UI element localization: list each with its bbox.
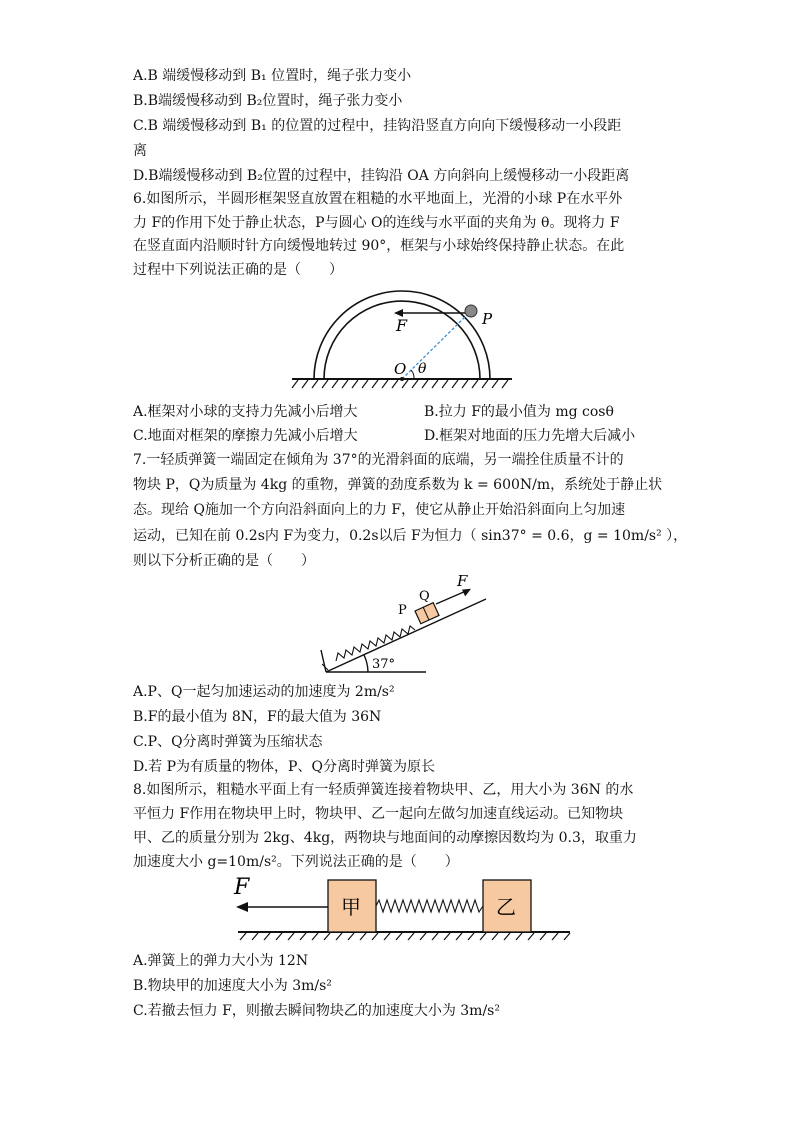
spring xyxy=(336,626,415,661)
q7-figure xyxy=(318,574,498,674)
q8-stem-line-4: 加速度大小 g=10m/s²。下列说法正确的是（ ） xyxy=(133,854,459,870)
q6-stem-line-4: 过程中下列说法正确的是（ ） xyxy=(133,262,343,278)
q7-stem-line-5: 则以下分析正确的是（ ） xyxy=(133,553,315,569)
q8-stem-line-3: 甲、乙的质量分别为 2kg、4kg，两物块与地面间的动摩擦因数均为 0.3，取重力 xyxy=(133,830,637,846)
spring xyxy=(376,900,483,912)
force-label: F xyxy=(396,316,408,335)
force-arrow xyxy=(436,589,471,604)
angle-label: 37° xyxy=(372,657,396,672)
force-label: F xyxy=(457,574,468,590)
center-label: O xyxy=(394,360,407,378)
q5-option-c-cont: 离 xyxy=(133,143,147,159)
q8-stem-line-1: 8.如图所示，粗糙水平面上有一轻质弹簧连接着物块甲、乙，用大小为 36N 的水 xyxy=(133,782,634,798)
block-yi-label: 乙 xyxy=(496,895,516,919)
q6-stem-line-2: 力 F的作用下处于静止状态，P与圆心 O的连线与水平面的夹角为 θ。现将力 F xyxy=(133,215,620,231)
q7-option-c: C.P、Q分离时弹簧为压缩状态 xyxy=(133,734,323,750)
angle-arc xyxy=(411,370,414,379)
q6-option-c: C.地面对框架的摩擦力先减小后增大 xyxy=(133,428,358,444)
q6-option-a: A.框架对小球的支持力先减小后增大 xyxy=(133,404,358,420)
q5-option-d: D.B端缓慢移动到 B₂位置的过程中，挂钩沿 OA 方向斜向上缓慢移动一小段距离 xyxy=(133,168,630,184)
q7-option-b: B.F的最小值为 8N，F的最大值为 36N xyxy=(133,709,382,725)
q7-option-d: D.若 P为有质量的物体，P、Q分离时弹簧为原长 xyxy=(133,759,435,775)
q8-figure xyxy=(228,872,578,947)
q5-option-c: C.B 端缓慢移动到 B₁ 的位置的过程中，挂钩沿竖直方向向下缓慢移动一小段距 xyxy=(133,118,622,134)
ball-label: P xyxy=(482,310,493,328)
q5-option-a: A.B 端缓慢移动到 B₁ 位置时，绳子张力变小 xyxy=(133,68,412,84)
q7-stem-line-1: 7.一轻质弹簧一端固定在倾角为 37°的光滑斜面的底端，另一端拴住质量不计的 xyxy=(133,452,624,468)
block-q-label: Q xyxy=(419,589,430,604)
q7-stem-line-4: 运动，已知在前 0.2s内 F为变力，0.2s以后 F为恒力（ sin37° = 0.6，g = 10m/s² ）， xyxy=(133,528,688,544)
q8-stem-line-2: 平恒力 F作用在物块甲上时，物块甲、乙一起向左做匀加速直线运动。已知物块 xyxy=(133,806,624,822)
q7-stem-line-3: 态。现给 Q施加一个方向沿斜面向上的力 F，使它从静止开始沿斜面向上匀加速 xyxy=(133,502,626,518)
q6-stem-line-1: 6.如图所示，半圆形框架竖直放置在粗糙的水平地面上，光滑的小球 P在水平外 xyxy=(133,191,623,207)
q7-option-a: A.P、Q一起匀加速运动的加速度为 2m/s² xyxy=(133,684,395,700)
q5-option-b: B.B端缓慢移动到 B₂位置时，绳子张力变小 xyxy=(133,93,403,109)
q8-option-a: A.弹簧上的弹力大小为 12N xyxy=(133,953,309,969)
q6-stem-line-3: 在竖直面内沿顺时针方向缓慢地转过 90°，框架与小球始终保持静止状态。在此 xyxy=(133,238,625,254)
block-pq xyxy=(415,603,439,624)
ground-hatch xyxy=(238,932,570,940)
angle-label: θ xyxy=(418,361,427,377)
force-arrow xyxy=(236,902,328,912)
q8-option-c: C.若撤去恒力 F，则撤去瞬间物块乙的加速度大小为 3m/s² xyxy=(133,1003,500,1019)
radius-dashed-line xyxy=(402,313,469,379)
q7-stem-line-2: 物块 P，Q为质量为 4kg 的重物，弹簧的劲度系数为 k = 600N/m，系统处于静止状 xyxy=(133,477,663,493)
force-label: F xyxy=(234,875,250,900)
q8-option-b: B.物块甲的加速度大小为 3m/s² xyxy=(133,978,332,994)
ball-p xyxy=(465,305,477,317)
q6-figure xyxy=(290,282,520,397)
q6-option-b: B.拉力 F的最小值为 mg cosθ xyxy=(424,404,614,420)
q6-option-d: D.框架对地面的压力先增大后减小 xyxy=(424,428,636,444)
block-jia-label: 甲 xyxy=(341,895,361,919)
block-p-label: P xyxy=(398,603,407,618)
